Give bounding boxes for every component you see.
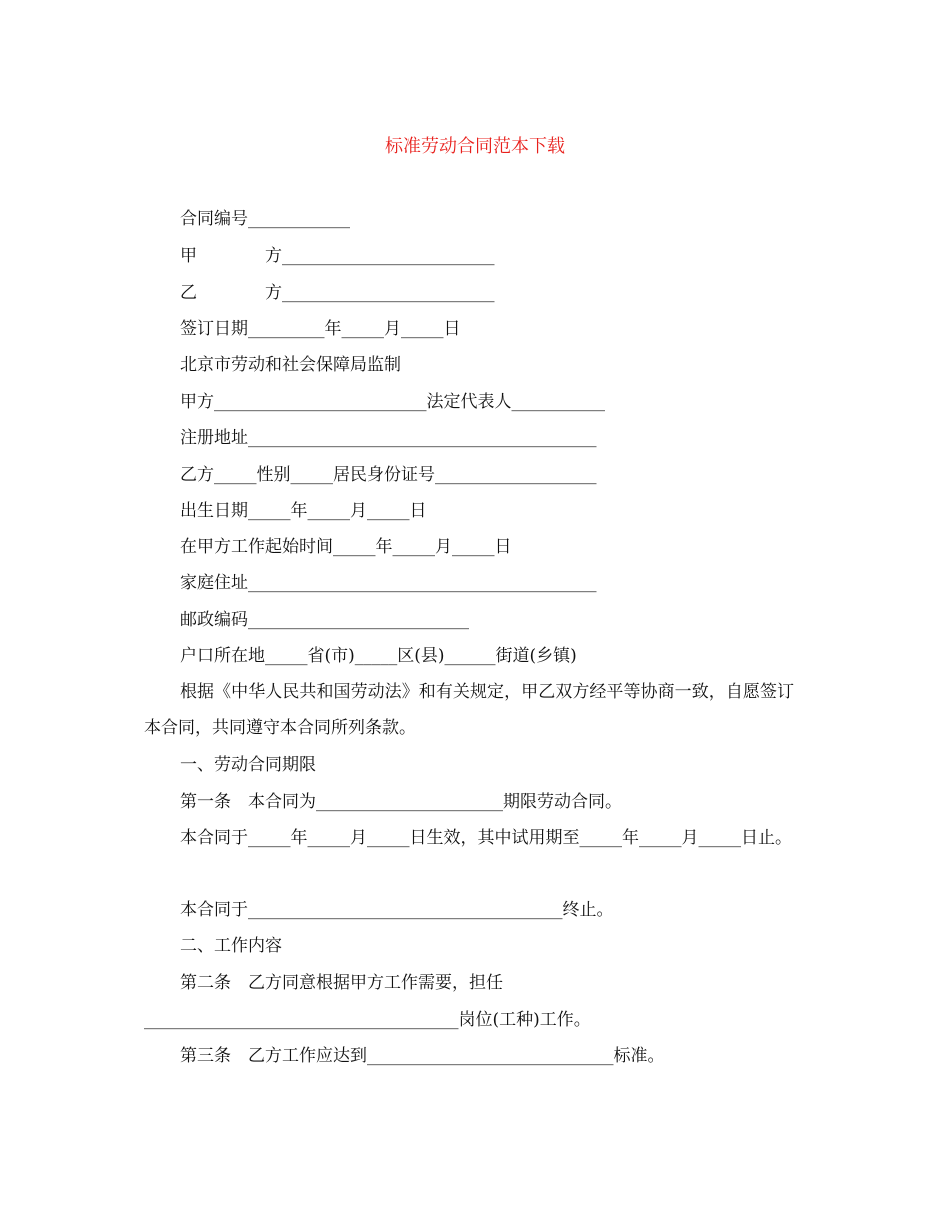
party-a-header-field: 甲 方_________________________ [180, 246, 495, 266]
hukou-field: 户口所在地_____省(市)_____区(县)______街道(乡镇) [180, 646, 577, 666]
effective-paragraph: 本合同于_____年_____月_____日生效，其中试用期至_____年_____月_____日止。 [180, 828, 792, 848]
party-a-field: 甲方_________________________法定代表人___________ [180, 392, 605, 412]
work-start-field: 在甲方工作起始时间_____年_____月_____日 [180, 537, 512, 557]
signing-date-field: 签订日期_________年_____月_____日 [180, 319, 461, 339]
postcode-field: 邮政编码__________________________ [180, 610, 469, 630]
party-b-header-field: 乙 方_________________________ [180, 283, 495, 303]
document-title: 标准劳动合同范本下载 [385, 136, 565, 157]
birth-date-field: 出生日期_____年_____月_____日 [180, 501, 427, 521]
section-heading-work: 二、工作内容 [180, 936, 282, 956]
party-b-field: 乙方_____性别_____居民身份证号___________________ [180, 465, 597, 485]
position-field: _____________________________________岗位(工种)工作。 [144, 1010, 591, 1030]
article-2: 第二条 乙方同意根据甲方工作需要，担任 [180, 973, 503, 993]
home-address-field: 家庭住址_________________________________________ [180, 573, 597, 593]
article-1: 第一条 本合同为______________________期限劳动合同。 [180, 792, 622, 812]
termination-field: 本合同于_____________________________________终止。 [180, 900, 614, 920]
article-3: 第三条 乙方工作应达到_____________________________标准。 [180, 1046, 665, 1066]
registered-address-field: 注册地址_________________________________________ [180, 428, 597, 448]
contract-number-field: 合同编号____________ [180, 209, 350, 229]
section-heading-term: 一、劳动合同期限 [180, 755, 316, 775]
supervision-note: 北京市劳动和社会保障局监制 [180, 355, 401, 375]
intro-paragraph: 根据《中华人民共和国劳动法》和有关规定，甲乙双方经平等协商一致，自愿签订本合同，共同遵守本合同所列条款。 [144, 682, 794, 738]
